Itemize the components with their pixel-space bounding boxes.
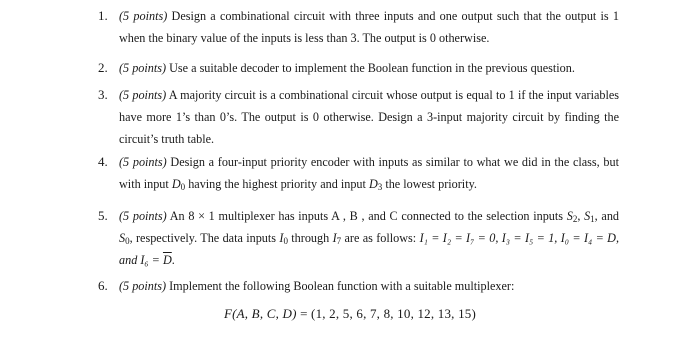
question-body: An 8 × 1 multiplexer has inputs A , B , and C connected to the selection inputs <box>169 209 564 223</box>
points-label: (5 points) <box>119 61 167 75</box>
points-label: (5 points) <box>119 209 167 223</box>
question-text <box>119 84 619 150</box>
math-var: $D_3$ <box>368 177 383 192</box>
question-number: 3. <box>98 87 108 102</box>
question-body: Implement the following Boolean function with a suitable multiplexer: <box>169 279 515 293</box>
question-body: and <box>601 209 620 223</box>
math-var: $S_1$ <box>584 209 595 224</box>
question-text <box>119 275 619 297</box>
points-label: (5 points) <box>119 155 167 169</box>
question-text: (5 points) An 8 × 1 multiplexer has inputs A , B , and C connected to the selection inputs $S_2$, $S_1$, and $S_0$, respectively. The data inputs $I_0$ through $I_7$ are as follows: I₁ = I₂ = I₇ = 0, I₃ = I₅ = 1, I₀ = I₄ = D, and $I_6 = \overline{D}$. <box>119 209 620 267</box>
question-body: having the highest priority and input <box>188 177 366 191</box>
question-text <box>119 151 619 195</box>
question-number: 2. <box>98 60 108 75</box>
math-var: $S_0$ <box>119 231 130 246</box>
question-body: A majority circuit is a combinational circuit whose output is equal to 1 if the input variables have more 1’s than 0’s. The output is 0 otherwise. Design a 3-input majority circuit by finding the circuit’s truth table. <box>119 88 619 146</box>
points-label: (5 points) <box>119 9 168 23</box>
question-body: are as follows: <box>344 231 417 245</box>
math-var: $D_0$ <box>171 177 186 192</box>
points-label: (5 points) <box>119 88 167 102</box>
question-body: , respectively. The data inputs <box>129 231 277 245</box>
boolean-function <box>0 306 700 322</box>
question-number: 6. <box>98 278 108 293</box>
equation: I₀ = I₄ = D, and I₆ = <box>119 231 620 267</box>
points-label: (5 points) <box>119 279 167 293</box>
equation: I₁ = I₂ = I₇ = 0, I₃ = I₅ = 1, <box>419 231 558 245</box>
function-lhs: F(A, B, C, D) <box>223 306 297 321</box>
question-body: through <box>291 231 330 245</box>
math-var: $I_0$ <box>279 231 288 246</box>
question-body: Design a four-input priority encoder with inputs as similar to what we did in the class, but with input <box>119 155 619 191</box>
question-body: Design a combinational circuit with three inputs and one output such that the output is 1 when the binary value of the inputs is less than 3. The output is 0 otherwise. <box>119 9 620 45</box>
math-var: $I_7$ <box>332 231 342 246</box>
question-body: the lowest priority. <box>385 177 477 191</box>
math-var: $S_2$ <box>566 209 578 224</box>
question-body: Use a suitable decoder to implement the Boolean function in the previous question. <box>169 61 575 75</box>
question-number: 1. <box>98 8 108 23</box>
function-rhs: = (1, 2, 5, 6, 7, 8, 10, 12, 13, 15) <box>300 306 477 321</box>
d-bar: $\overline{D}$ <box>162 253 172 267</box>
question-text <box>119 5 619 49</box>
question-number: 5. <box>98 208 108 223</box>
question-number: 4. <box>98 154 108 169</box>
question-text <box>119 57 619 79</box>
